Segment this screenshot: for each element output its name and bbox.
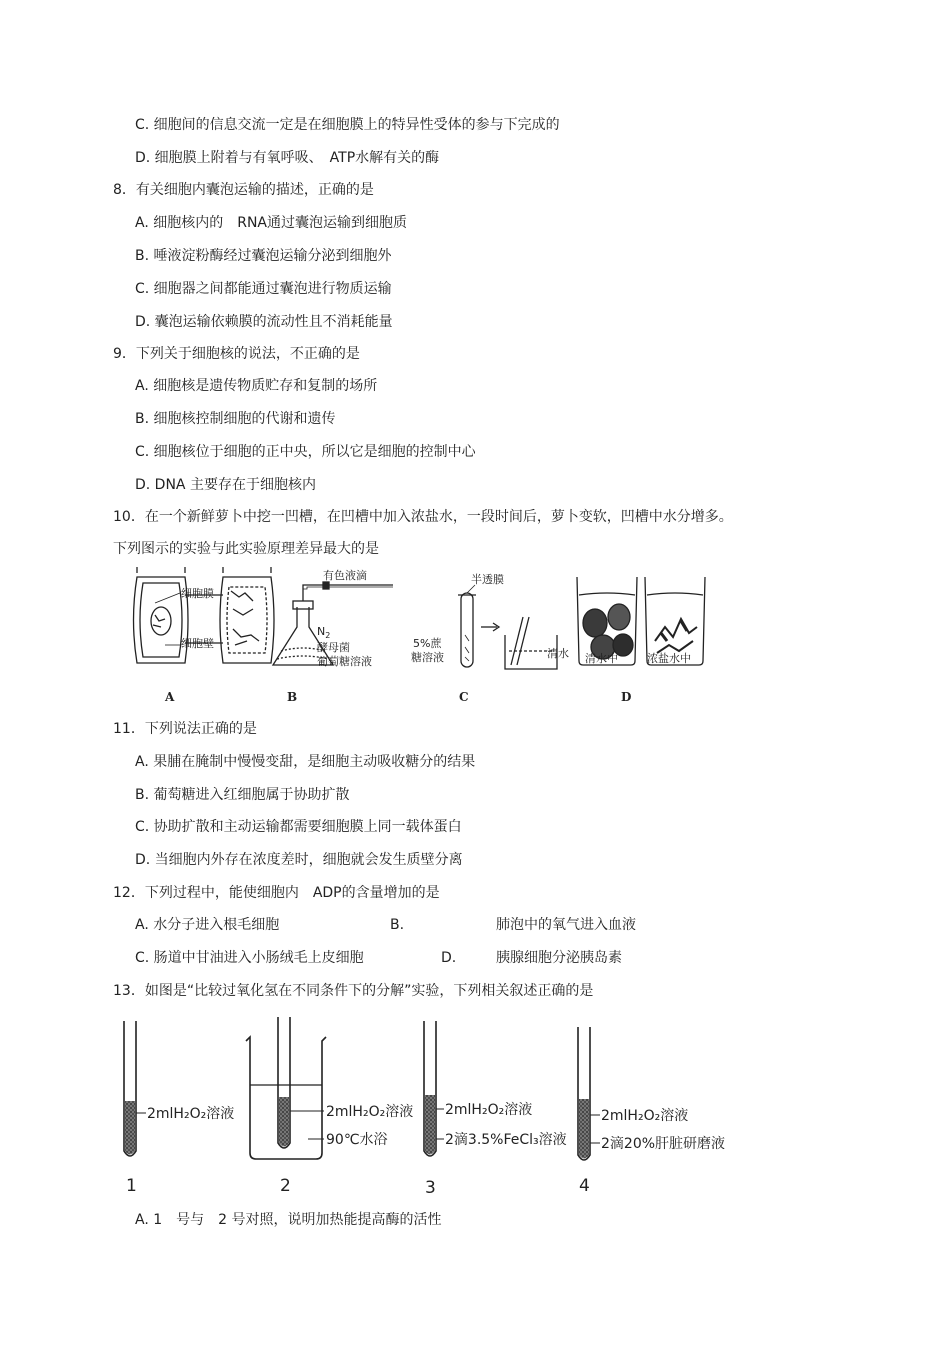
figure-q10 xyxy=(125,565,715,710)
option-12c: C. 肠道中甘油进入小肠绒毛上皮细胞 xyxy=(135,950,364,966)
option-11c: C. 协助扩散和主动运输都需要细胞膜上同一载体蛋白 xyxy=(135,819,462,835)
label-in-salt-water: 浓盐水中 xyxy=(647,652,691,665)
tube1-label: 2mlH₂O₂溶液 xyxy=(147,1106,235,1122)
label-clear-water: 清水 xyxy=(547,647,569,660)
tube-number-3: 3 xyxy=(425,1178,436,1198)
question-9: 9．下列关于细胞核的说法，不正确的是 xyxy=(113,346,360,362)
test-tube-1 xyxy=(124,1021,146,1156)
option-8d: D. 囊泡运输依赖膜的流动性且不消耗能量 xyxy=(135,314,393,330)
caption-b: B xyxy=(287,690,298,704)
caption-d: D xyxy=(621,690,632,704)
option-9a: A. 细胞核是遗传物质贮存和复制的场所 xyxy=(135,378,378,394)
option-7c: C. 细胞间的信息交流一定是在细胞膜上的特异性受体的参与下完成的 xyxy=(135,117,560,133)
test-tube-2-beaker xyxy=(246,1017,326,1159)
question-12: 12．下列过程中，能使细胞内 ADP的含量增加的是 xyxy=(113,885,440,901)
option-7d: D. 细胞膜上附着与有氧呼吸、 ATP水解有关的酶 xyxy=(135,150,440,166)
caption-a: A xyxy=(165,690,175,704)
option-12d-letter: D. xyxy=(441,950,457,966)
tube4-label: 2mlH₂O₂溶液 xyxy=(601,1108,689,1124)
option-12b-letter: B. xyxy=(390,917,405,933)
tube3-add-label: 2滴3.5%FeCl₃溶液 xyxy=(445,1132,567,1148)
option-11b: B. 葡萄糖进入红细胞属于协助扩散 xyxy=(135,787,350,803)
label-sucrose-2: 糖溶液 xyxy=(411,651,444,664)
figure-c-osmometer xyxy=(458,585,557,669)
label-colored-drop: 有色液滴 xyxy=(323,569,367,582)
caption-c: C xyxy=(459,690,469,704)
tube2-label: 2mlH₂O₂溶液 xyxy=(326,1104,414,1120)
option-12a: A. 水分子进入根毛细胞 xyxy=(135,917,280,933)
label-n2: $N_2$ xyxy=(317,625,331,640)
tube-number-1: 1 xyxy=(126,1176,137,1196)
figure-q13 xyxy=(110,1015,730,1200)
tube-number-4: 4 xyxy=(579,1176,590,1196)
option-8b: B. 唾液淀粉酶经过囊泡运输分泌到细胞外 xyxy=(135,248,392,264)
option-9c: C. 细胞核位于细胞的正中央，所以它是细胞的控制中心 xyxy=(135,444,476,460)
tube4-add-label: 2滴20%肝脏研磨液 xyxy=(601,1136,726,1152)
question-10: 10．在一个新鲜萝卜中挖一凹槽，在凹槽中加入浓盐水，一段时间后，萝卜变软，凹槽中水分增多。 xyxy=(113,509,733,525)
label-semi-membrane: 半透膜 xyxy=(471,573,504,586)
option-13a: A. 1 号与 2 号对照，说明加热能提高酶的活性 xyxy=(135,1212,442,1228)
option-9b: B. 细胞核控制细胞的代谢和遗传 xyxy=(135,411,336,427)
option-12d: 胰腺细胞分泌胰岛素 xyxy=(496,950,622,966)
question-8: 8．有关细胞内囊泡运输的描述，正确的是 xyxy=(113,182,374,198)
question-10-line2: 下列图示的实验与此实验原理差异最大的是 xyxy=(113,541,379,557)
label-yeast: 酵母菌 xyxy=(317,641,350,654)
option-11d: D. 当细胞内外存在浓度差时，细胞就会发生质壁分离 xyxy=(135,852,463,868)
test-tube-4 xyxy=(578,1027,600,1160)
option-12b: 肺泡中的氧气进入血液 xyxy=(496,917,636,933)
tube2-bath-label: 90℃水浴 xyxy=(326,1132,388,1148)
label-cell-membrane: 细胞膜 xyxy=(181,587,214,600)
question-13: 13．如图是“比较过氧化氢在不同条件下的分解”实验，下列相关叙述正确的是 xyxy=(113,983,594,999)
test-tube-3 xyxy=(424,1021,444,1156)
tube3-label: 2mlH₂O₂溶液 xyxy=(445,1102,533,1118)
tube-number-2: 2 xyxy=(280,1176,291,1196)
label-cell-wall: 细胞壁 xyxy=(181,637,214,650)
label-glucose: 葡萄糖溶液 xyxy=(317,655,372,668)
question-11: 11．下列说法正确的是 xyxy=(113,721,257,737)
label-in-clear-water: 清水中 xyxy=(585,652,618,665)
option-11a: A. 果脯在腌制中慢慢变甜，是细胞主动吸收糖分的结果 xyxy=(135,754,476,770)
option-8c: C. 细胞器之间都能通过囊泡进行物质运输 xyxy=(135,281,392,297)
option-8a: A. 细胞核内的 RNA通过囊泡运输到细胞质 xyxy=(135,215,408,231)
option-9d: D. DNA 主要存在于细胞核内 xyxy=(135,477,316,493)
label-sucrose-1: 5%蔗 xyxy=(413,637,442,650)
